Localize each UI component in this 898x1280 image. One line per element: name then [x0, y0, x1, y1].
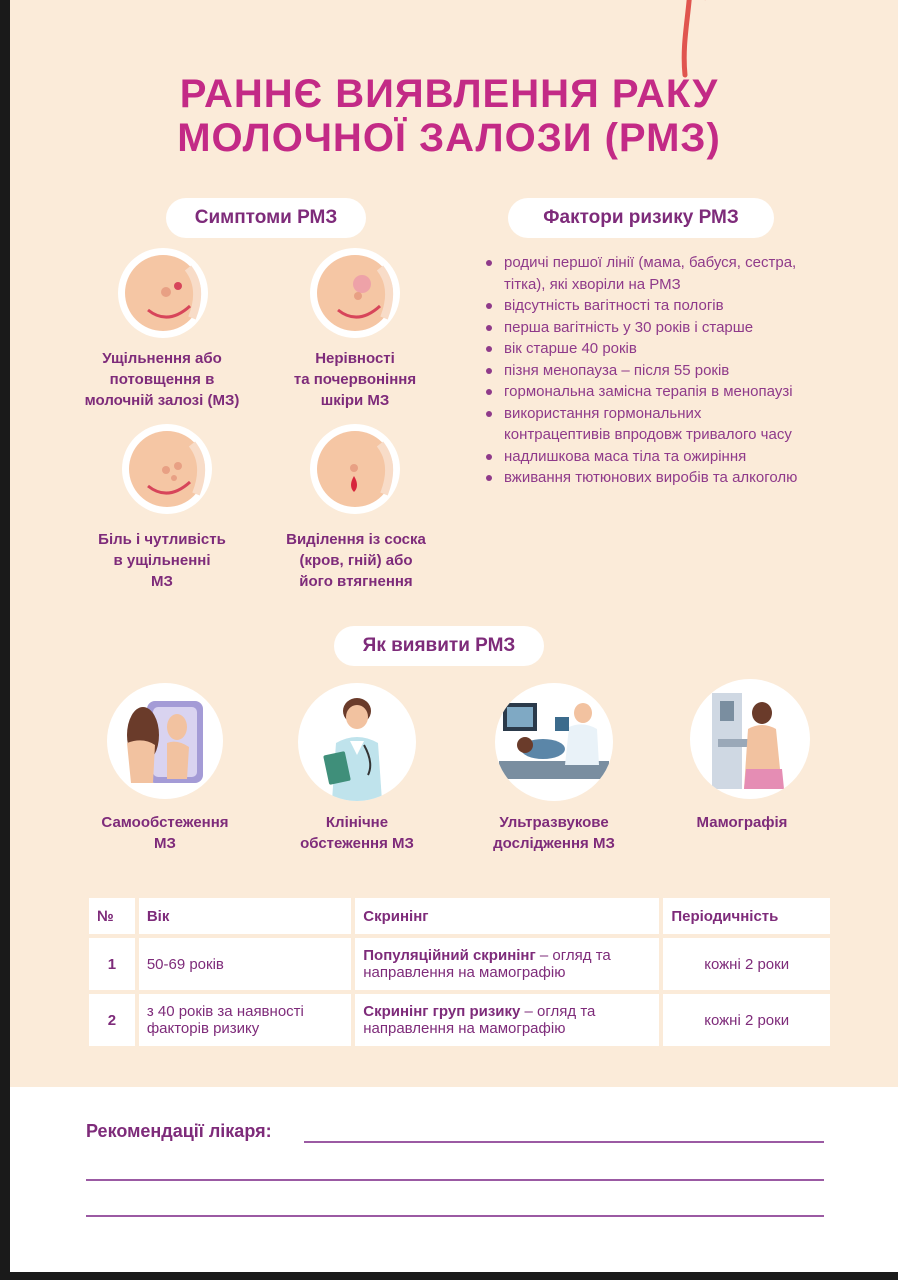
list-item: гормональна замісна терапія в менопаузі: [480, 381, 800, 403]
symptoms-heading: Симптоми РМЗ: [166, 198, 366, 238]
list-item: використання гормональних контрацептивів впродовж тривалого часу: [480, 403, 800, 446]
risks-heading: Фактори ризику РМЗ: [508, 198, 774, 238]
detect-caption-1: Самообстеження МЗ: [101, 814, 229, 852]
list-item: вживання тютюнових виробів та алкоголю: [480, 467, 800, 489]
row-age: з 40 років за наявності факторів ризику: [139, 994, 351, 1046]
doctor-icon: [298, 683, 416, 801]
table-row: [89, 994, 830, 1046]
breast-redness-icon: [310, 248, 400, 338]
row-num: 1: [89, 938, 135, 990]
nipple-discharge-icon: [310, 424, 400, 514]
detect-caption-2: Клінічне обстеження МЗ: [300, 814, 414, 852]
recommendations-label: Рекомендації лікаря:: [86, 1121, 272, 1141]
row-screening: Популяційний скринінг – огляд та направлення на мамографію: [355, 938, 659, 990]
recommendation-line[interactable]: [86, 1179, 824, 1181]
symptom-caption-2: Нерівності та почервоніння шкіри МЗ: [293, 350, 417, 409]
recommendation-line[interactable]: [304, 1141, 824, 1143]
detect-caption-3: Ультразвукове дослідження МЗ: [493, 814, 615, 852]
self-exam-icon: [107, 683, 223, 799]
symptom-caption-3: Біль і чутливість в ущільненні МЗ: [98, 531, 226, 590]
recommendation-line[interactable]: [86, 1215, 824, 1217]
risk-factor-list: [480, 252, 800, 489]
detect-caption-4: Мамографія: [696, 814, 788, 831]
mammography-icon: [690, 679, 810, 799]
ultrasound-icon: [495, 683, 613, 801]
leaflet-page: [10, 0, 898, 1272]
row-period: кожні 2 роки: [663, 938, 830, 990]
detect-heading: Як виявити РМЗ: [334, 626, 544, 666]
breast-lump-icon: [118, 248, 208, 338]
breast-pain-icon: [122, 424, 212, 514]
symptom-caption-1: Ущільнення або потовщення в молочній залозі (МЗ): [84, 350, 240, 409]
col-header-num: №: [89, 898, 135, 934]
screening-table: [85, 894, 834, 1050]
list-item: перша вагітність у 30 років і старше: [480, 317, 800, 339]
row-period: кожні 2 роки: [663, 994, 830, 1046]
table-header-row: [89, 898, 830, 934]
row-age: 50-69 років: [139, 938, 351, 990]
symptom-caption-4: Виділення із соска (кров, гній) або його втягнення: [286, 531, 426, 590]
col-header-age: Вік: [139, 898, 351, 934]
decorative-stroke: [660, 0, 720, 80]
col-header-screening: Скринінг: [355, 898, 659, 934]
row-screening: Скринінг груп ризику – огляд та направлення на мамографію: [355, 994, 659, 1046]
col-header-period: Періодичність: [663, 898, 830, 934]
list-item: пізня менопауза – після 55 років: [480, 360, 800, 382]
list-item: надлишкова маса тіла та ожиріння: [480, 446, 800, 468]
table-row: [89, 938, 830, 990]
list-item: відсутність вагітності та пологів: [480, 295, 800, 317]
list-item: вік старше 40 років: [480, 338, 800, 360]
page-title: РАННЄ ВИЯВЛЕННЯ РАКУ МОЛОЧНОЇ ЗАЛОЗИ (РМЗ): [177, 72, 721, 160]
row-num: 2: [89, 994, 135, 1046]
list-item: родичі першої лінії (мама, бабуся, сестра, тітка), які хворіли на РМЗ: [480, 252, 800, 295]
